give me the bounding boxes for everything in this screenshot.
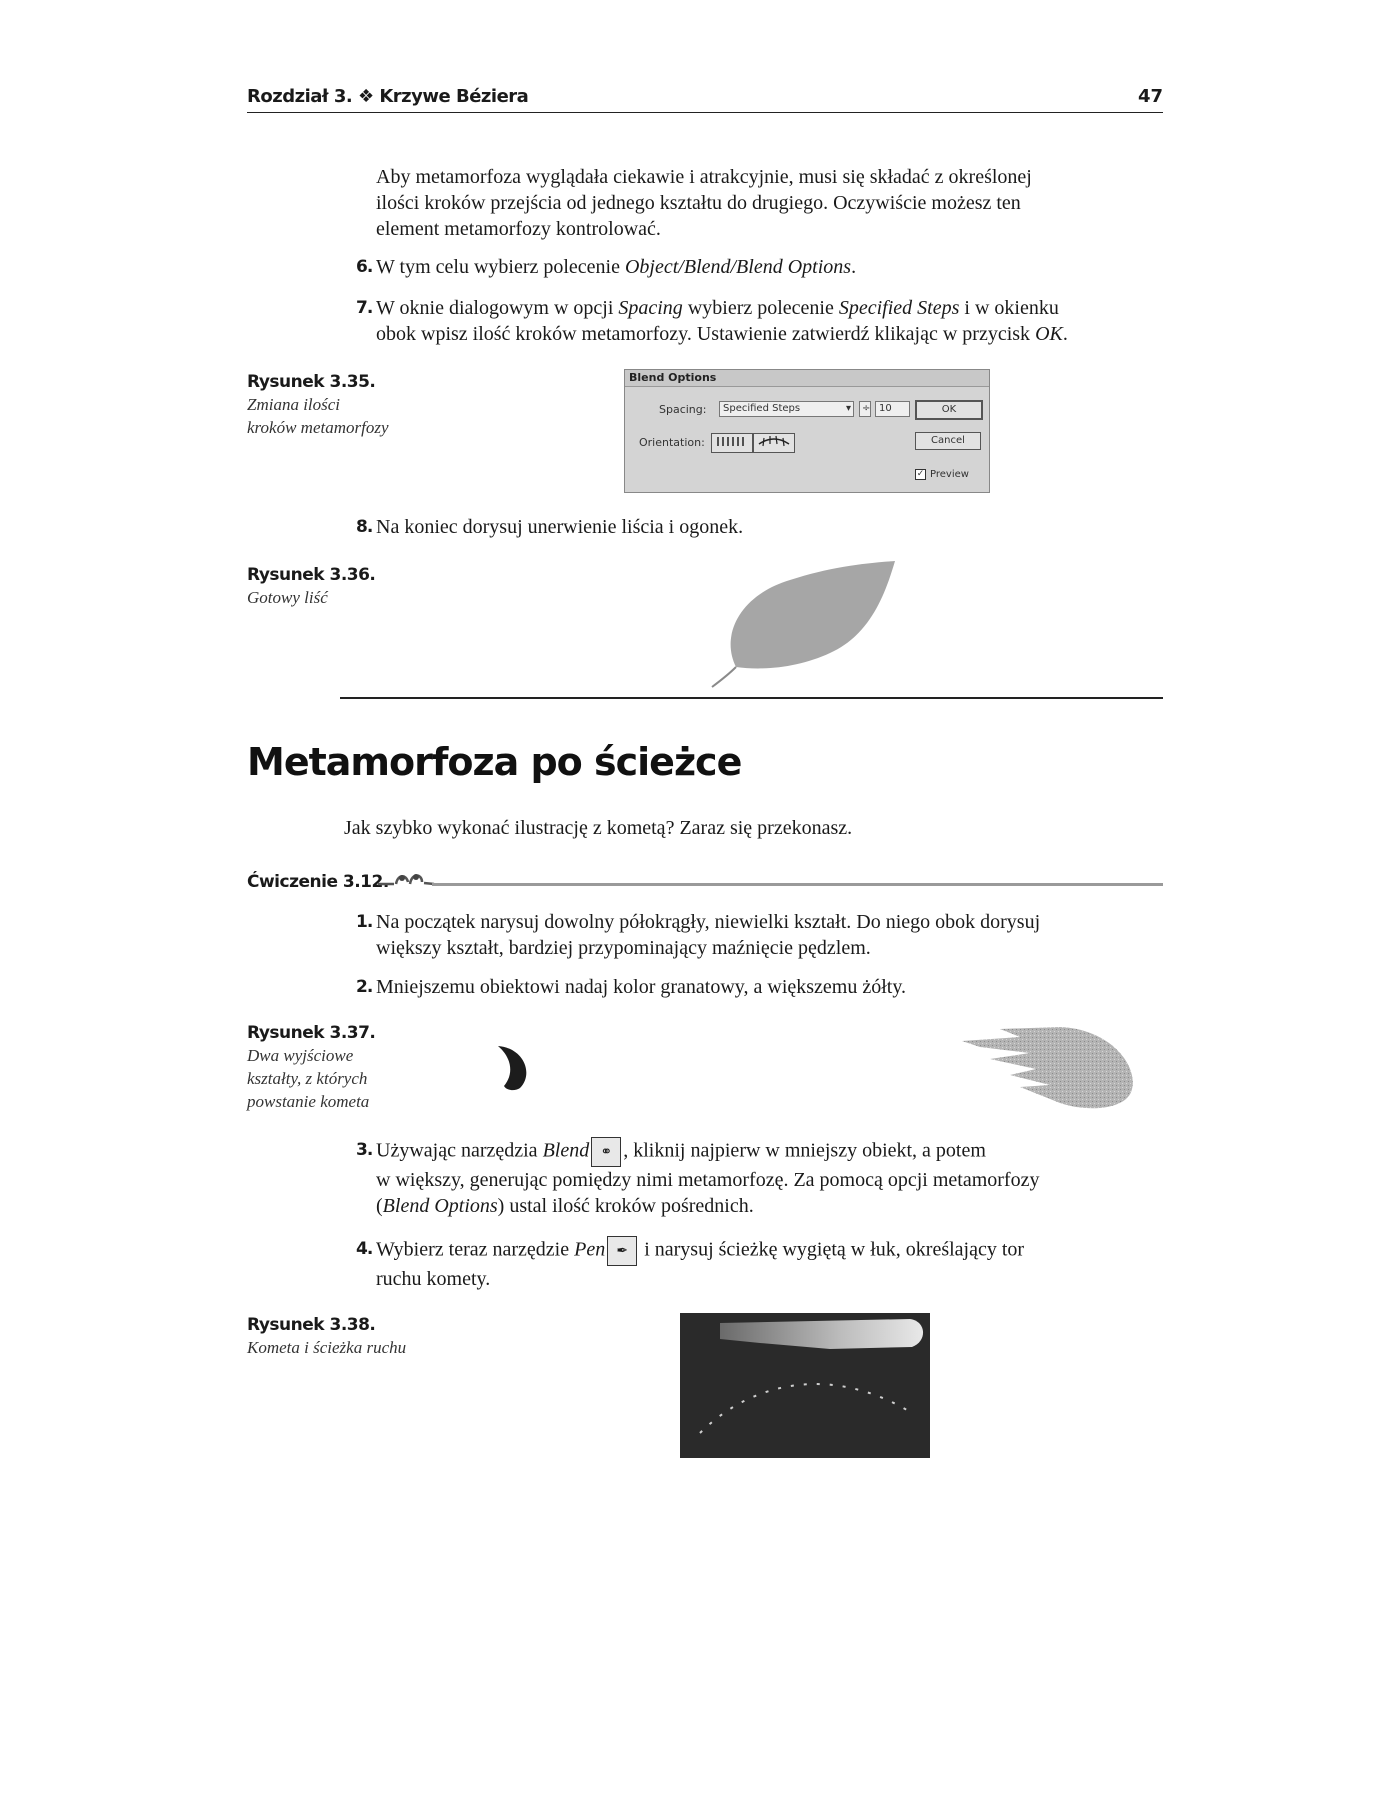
figure-description: powstanie kometa: [247, 1092, 370, 1111]
section-divider: [340, 697, 1163, 699]
chevron-down-icon: ▾: [845, 403, 851, 414]
spacing-select[interactable]: [719, 401, 854, 417]
step-text: Na początek narysuj dowolny półokrągły, niewielki kształt. Do niego obok dorysuj: [376, 911, 1041, 933]
step-number: 8.: [356, 517, 373, 537]
steps-value: 10: [879, 403, 892, 414]
intro-paragraph: [376, 164, 1166, 242]
step-text: w większy, generując pomiędzy nimi metamorfozę. Za pomocą opcji metamorfozy: [376, 1169, 1040, 1191]
step-7: [356, 295, 1166, 347]
step-number: 4.: [356, 1239, 373, 1259]
spacing-label: Spacing:: [659, 403, 707, 416]
align-to-page-button[interactable]: [711, 433, 753, 453]
small-half-round-shape: [494, 1044, 534, 1092]
step-8: [356, 514, 1166, 540]
option-name: Blend Options: [382, 1195, 498, 1217]
step-6: [356, 254, 1166, 280]
intro-line: Aby metamorfoza wyglądała ciekawie i atrakcyjnie, musi się składać z określonej: [376, 166, 1032, 188]
exercise-ornament-icon: [376, 868, 436, 888]
align-path-icon: [756, 434, 792, 448]
comet-and-path: [680, 1313, 930, 1458]
menu-path: Object/Blend/Blend Options: [624, 256, 852, 278]
figure-description: Gotowy liść: [247, 588, 328, 607]
figure-caption-3-36: [247, 564, 447, 609]
figure-caption-3-38: [247, 1314, 497, 1359]
step-text: W tym celu wybierz polecenie: [376, 256, 625, 278]
spacing-value: Specified Steps: [723, 403, 801, 414]
align-to-path-button[interactable]: [753, 433, 795, 453]
figure-caption-3-35: [247, 371, 447, 439]
figure-description: Dwa wyjściowe: [247, 1046, 354, 1065]
figure-description: Kometa i ścieżka ruchu: [247, 1338, 407, 1357]
step-text: większy kształt, bardziej przypominający maźnięcie pędzlem.: [376, 937, 871, 959]
exercise-step-4: [356, 1236, 1166, 1292]
figure-label: Rysunek 3.38.: [247, 1315, 376, 1335]
step-text: (: [376, 1195, 383, 1217]
step-number: 1.: [356, 912, 373, 932]
leaf-illustration: [700, 555, 900, 690]
step-text: Wybierz teraz narzędzie: [376, 1238, 575, 1261]
intro-line: ilości kroków przejścia od jednego kształtu do drugiego. Oczywiście możesz ten: [376, 192, 1021, 214]
step-text: wybierz polecenie: [682, 297, 839, 319]
step-number: 3.: [356, 1140, 373, 1160]
align-page-icon: [714, 434, 750, 448]
blend-tool-icon: ⚭: [591, 1137, 621, 1167]
exercise-rule: [432, 883, 1163, 886]
figure-description: kroków metamorfozy: [247, 418, 389, 437]
figure-label: Rysunek 3.37.: [247, 1023, 376, 1043]
step-end: .: [1062, 323, 1068, 345]
preview-option[interactable]: [915, 469, 969, 480]
figure-description: Zmiana ilości: [247, 395, 341, 414]
page-number: 47: [1137, 86, 1163, 107]
exercise-step-2: [356, 974, 1166, 1000]
step-text: ) ustal ilość kroków pośrednich.: [497, 1195, 754, 1217]
exercise-label: Ćwiczenie 3.12.: [247, 872, 389, 892]
brush-stroke-shape: [960, 1025, 1136, 1111]
tool-name: Blend: [542, 1139, 590, 1162]
figure-caption-3-37: [247, 1022, 447, 1113]
orientation-label: Orientation:: [639, 436, 705, 449]
figure-label: Rysunek 3.35.: [247, 372, 376, 392]
blend-options-dialog: [624, 369, 990, 493]
figure-label: Rysunek 3.36.: [247, 565, 376, 585]
comet-illustration: [680, 1313, 930, 1458]
step-text: Używając narzędzia: [376, 1139, 543, 1162]
step-end: .: [851, 256, 857, 278]
figure-description: kształty, z których: [247, 1069, 368, 1088]
step-number: 6.: [356, 257, 373, 277]
stepper-icon[interactable]: ÷: [859, 401, 871, 417]
step-text: Na koniec dorysuj unerwienie liścia i ogonek.: [376, 516, 744, 538]
step-text: ruchu komety.: [376, 1268, 491, 1290]
step-text: i narysuj ścieżkę wygiętą w łuk, określający tor: [639, 1238, 1025, 1261]
step-number: 7.: [356, 298, 373, 318]
tool-name: Pen: [574, 1238, 606, 1261]
ok-button[interactable]: OK: [915, 400, 983, 420]
preview-checkbox[interactable]: ✓: [916, 469, 925, 479]
steps-input[interactable]: [875, 401, 910, 417]
section-title: Metamorfoza po ścieżce: [247, 740, 742, 784]
preview-label: Preview: [930, 469, 969, 480]
chapter-title: Rozdział 3. ❖ Krzywe Béziera: [247, 86, 529, 107]
step-text: obok wpisz ilość kroków metamorfozy. Ustawienie zatwierdź klikając w przycisk: [376, 323, 1036, 345]
exercise-step-1: [356, 909, 1166, 961]
exercise-step-3: [356, 1137, 1166, 1219]
step-text: W oknie dialogowym w opcji: [376, 297, 619, 319]
section-intro: Jak szybko wykonać ilustrację z kometą? Zaraz się przekonasz.: [344, 817, 853, 839]
pen-tool-icon: ✒: [607, 1236, 637, 1266]
step-number: 2.: [356, 977, 373, 997]
step-text: , kliknij najpierw w mniejszy obiekt, a potem: [623, 1139, 986, 1162]
dialog-title: Blend Options: [625, 370, 989, 387]
step-text: Mniejszemu obiektowi nadaj kolor granatowy, a większemu żółty.: [376, 976, 907, 998]
option-name: Spacing: [618, 297, 683, 319]
intro-line: element metamorfozy kontrolować.: [376, 218, 661, 240]
cancel-button[interactable]: Cancel: [915, 432, 981, 450]
running-header: [247, 86, 1163, 113]
button-name: OK: [1035, 323, 1063, 345]
step-text: i w okienku: [959, 297, 1059, 319]
option-value: Specified Steps: [838, 297, 960, 319]
